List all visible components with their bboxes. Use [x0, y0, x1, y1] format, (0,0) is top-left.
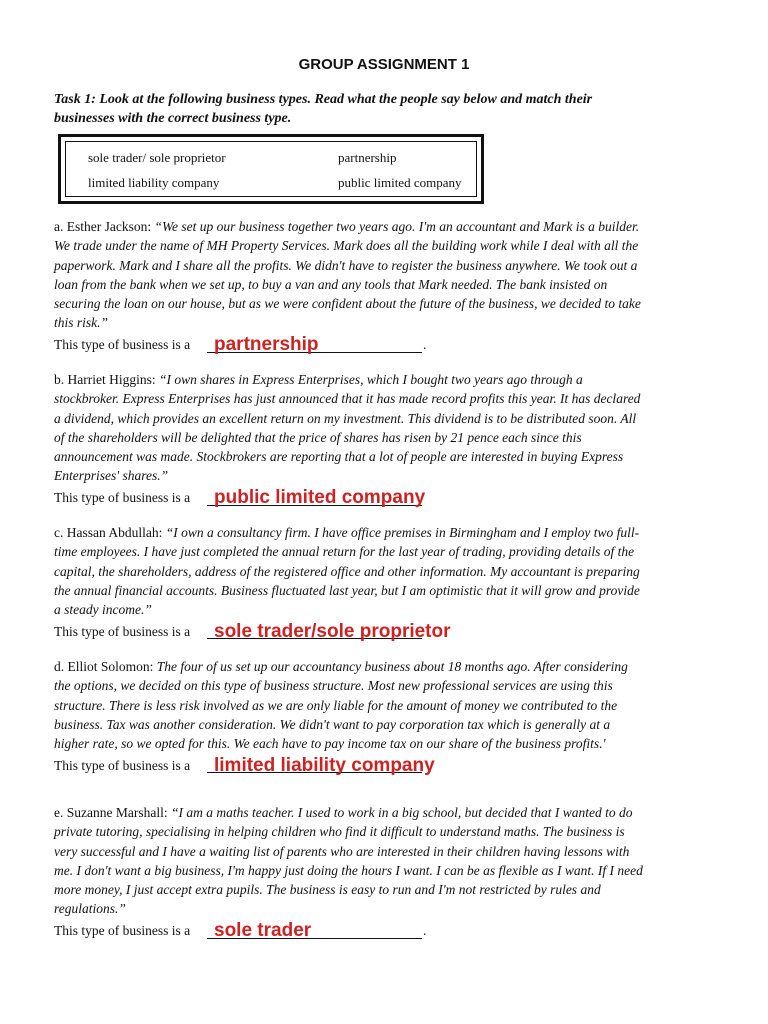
- answer-prompt: This type of business is a: [54, 490, 191, 506]
- answer-period: .: [423, 337, 427, 353]
- handwritten-answer: sole trader/sole proprietor: [214, 621, 451, 643]
- handwritten-answer: limited liability company: [214, 755, 435, 777]
- answer-prompt: This type of business is a: [54, 624, 191, 640]
- entry-a: [54, 217, 644, 355]
- entry-text: [54, 370, 644, 486]
- answer-line: [54, 619, 644, 641]
- entry-quote: “I own a consultancy firm. I have office premises in Birmingham and I employ two full-time employees. I have just completed the annual return for the last year of trading, providing details of the capital, the shareholders, address of the registered office and other information. My accountant is preparing the annual financial accounts. Business fluctuated last year, but I am optimistic that it will grow and provide a steady income.”: [54, 525, 640, 618]
- task-instructions: Task 1: Look at the following business types. Read what the people say below and match their businesses with the correct business type.: [54, 92, 593, 126]
- handwritten-answer: public limited company: [214, 487, 426, 509]
- entry-text: [54, 803, 644, 919]
- business-type-option: limited liability company: [88, 175, 220, 190]
- business-types-box: [58, 134, 484, 204]
- entry-lead: e. Suzanne Marshall:: [54, 805, 171, 820]
- answer-line: [54, 486, 644, 508]
- handwritten-answer: sole trader: [214, 920, 312, 942]
- entry-c: [54, 523, 644, 641]
- business-type-option: public limited company: [338, 175, 462, 190]
- business-types-inner-frame: [65, 141, 477, 197]
- entry-text: [54, 657, 644, 753]
- entry-lead: c. Hassan Abdullah:: [54, 525, 166, 540]
- handwritten-answer: partnership: [214, 334, 319, 356]
- entry-quote: “I own shares in Express Enterprises, which I bought two years ago through a stockbroker. Express Enterprises has just announced that it has made record profits this year. It has declared a dividend, which provides an excellent return on my investment. This dividend is to be distributed soon. All of the shareholders will be delighted that the price of shares has risen by 21 pence each since this announcement was made. Stockbrokers are reporting that a lot of people are interested in buying Express Enterprises' shares.”: [54, 372, 641, 484]
- page-title: GROUP ASSIGNMENT 1: [298, 56, 470, 73]
- answer-line: [54, 919, 644, 941]
- entry-d: [54, 657, 644, 775]
- entry-quote: “I am a maths teacher. I used to work in a big school, but decided that I wanted to do private tutoring, specialising in helping children who find it difficult to understand maths. The business is very successful and I have a waiting list of parents who are interested in their children having lessons with me. I don't want a big business, I'm happy just doing the hours I want. I can be as flexible as I want. If I need more money, I just accept extra pupils. The business is easy to run and I'm not restricted by rules and regulations.”: [54, 805, 643, 917]
- entry-lead: d. Elliot Solomon:: [54, 659, 157, 674]
- entry-lead: b. Harriet Higgins:: [54, 372, 159, 387]
- answer-prompt: This type of business is a: [54, 758, 191, 774]
- business-type-option: partnership: [338, 150, 397, 165]
- entry-quote: “We set up our business together two years ago. I'm an accountant and Mark is a builder. We trade under the name of MH Property Services. Mark does all the building work while I deal with all the paperwork. Mark and I share all the profits. We didn't have to register the business anywhere. We took out a loan from the bank when we set up, to buy a van and any tools that Mark needed. The bank insisted on securing the loan on our house, but as we were confident about the future of the business, we decided to take this risk.”: [54, 219, 641, 331]
- answer-period: .: [423, 923, 427, 939]
- entry-e: [54, 803, 644, 941]
- entry-text: [54, 523, 644, 619]
- answer-line: [54, 333, 644, 355]
- entry-lead: a. Esther Jackson:: [54, 219, 155, 234]
- entry-text: [54, 217, 644, 333]
- answer-line: [54, 753, 644, 775]
- entry-b: [54, 370, 644, 508]
- answer-prompt: This type of business is a: [54, 923, 191, 939]
- entry-quote: The four of us set up our accountancy business about 18 months ago. After considering the options, we decided on this type of business structure. Most new professional services are using this structure. There is less risk involved as we are only liable for the amount of money we contributed to the business. Tax was another consideration. We didn't want to pay corporation tax which is generally at a higher rate, so we opted for this. We each have to pay income tax on our share of the business profits.': [54, 659, 628, 752]
- answer-prompt: This type of business is a: [54, 337, 191, 353]
- business-type-option: sole trader/ sole proprietor: [88, 150, 226, 165]
